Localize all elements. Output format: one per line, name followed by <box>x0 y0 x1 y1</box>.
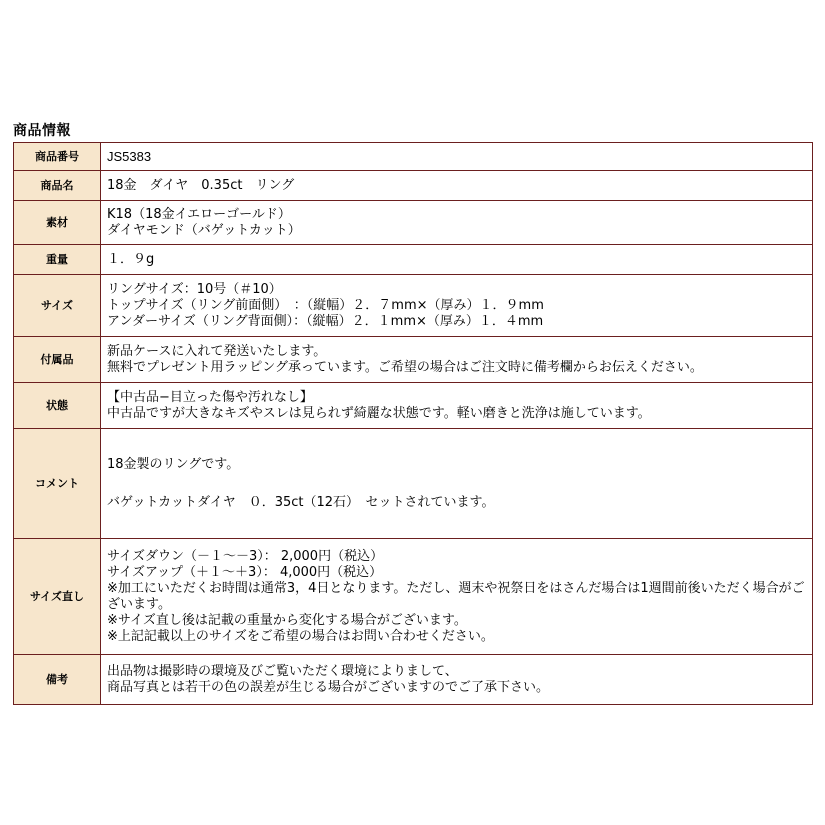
comment-line: 18金製のリングです。 <box>107 456 240 472</box>
resizing-line: ※サイズ直し後は記載の重量から変化する場合がございます。 <box>107 612 467 628</box>
table-row <box>14 245 813 275</box>
row-value-accessories <box>101 337 813 383</box>
condition-line: 中古品ですが大きなキズやスレは見られず綺麗な状態です。軽い磨きと洗浄は施しています。 <box>107 405 651 421</box>
table-row <box>14 171 813 201</box>
size-line: アンダーサイズ（リング背面側）：（縦幅）２．１mm×（厚み）１．４mm <box>107 313 544 329</box>
table-row <box>14 429 813 539</box>
section-title: 商品情報 <box>13 123 71 139</box>
material-line: K18（18金イエローゴールド） <box>107 206 291 222</box>
resizing-line: サイズアップ（＋１～＋3）： 4,000円（税込） <box>107 564 383 580</box>
row-label-product-number: 商品番号 <box>14 143 101 171</box>
row-label-condition: 状態 <box>14 383 101 429</box>
row-value-comment <box>101 429 813 539</box>
table-row <box>14 275 813 337</box>
row-value-material <box>101 201 813 245</box>
condition-line: 【中古品−目立った傷や汚れなし】 <box>107 389 313 405</box>
size-line: トップサイズ（リング前面側） ：（縦幅）２．７mm×（厚み）１．９mm <box>107 297 544 313</box>
table-row <box>14 201 813 245</box>
row-label-remarks: 備考 <box>14 655 101 705</box>
row-value-product-name <box>101 171 813 201</box>
material-line: ダイヤモンド（バゲットカット） <box>107 222 301 238</box>
row-value-size <box>101 275 813 337</box>
table-row <box>14 539 813 655</box>
weight-text: １．９g <box>107 251 155 267</box>
resizing-line: ※加工にいただくお時間は通常3，4日となります。ただし、週末や祝祭日をはさんだ場合は1週間前後いただく場合がございます。 <box>107 580 805 612</box>
table-row <box>14 337 813 383</box>
remarks-line: 出品物は撮影時の環境及びご覧いただく環境によりまして、 <box>107 663 458 679</box>
comment-spacer <box>107 473 806 495</box>
resizing-line: サイズダウン（－１～－3）： 2,000円（税込） <box>107 548 384 564</box>
row-value-remarks <box>101 655 813 705</box>
row-label-accessories: 付属品 <box>14 337 101 383</box>
product-name-text: 18金 ダイヤ 0.35ct リング <box>107 177 295 193</box>
row-label-weight: 重量 <box>14 245 101 275</box>
remarks-line: 商品写真とは若干の色の誤差が生じる場合がございますのでご了承下さい。 <box>107 679 550 695</box>
row-label-size: サイズ <box>14 275 101 337</box>
resizing-line: ※上記記載以上のサイズをご希望の場合はお問い合わせください。 <box>107 628 494 644</box>
comment-line: バゲットカットダイヤ ０．35ct（12石） セットされています。 <box>107 494 495 510</box>
row-value-resizing <box>101 539 813 655</box>
row-label-resizing: サイズ直し <box>14 539 101 655</box>
row-label-comment: コメント <box>14 429 101 539</box>
row-value-weight <box>101 245 813 275</box>
row-value-product-number <box>101 143 813 171</box>
table-row <box>14 383 813 429</box>
product-info-table <box>13 142 813 705</box>
product-number-text: JS5383 <box>107 148 152 164</box>
row-label-product-name: 商品名 <box>14 171 101 201</box>
row-value-condition <box>101 383 813 429</box>
size-line: リングサイズ：10号（＃10） <box>107 281 282 297</box>
accessories-line: 新品ケースに入れて発送いたします。 <box>107 343 327 359</box>
table-row <box>14 143 813 171</box>
accessories-line: 無料でプレゼント用ラッピング承っています。ご希望の場合はご注文時に備考欄からお伝えください。 <box>107 359 703 375</box>
row-label-material: 素材 <box>14 201 101 245</box>
table-row <box>14 655 813 705</box>
